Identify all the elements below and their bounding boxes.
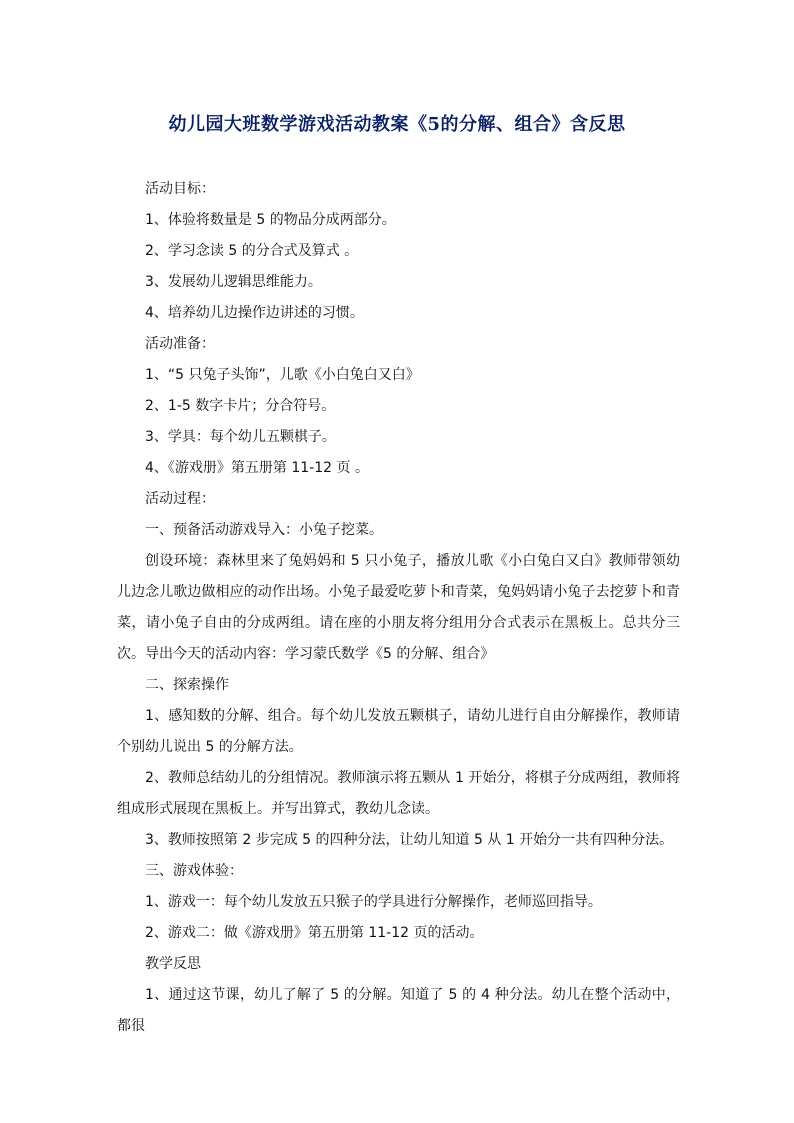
paragraph-goal-2: 2、学习念读 5 的分合式及算式 。 [145, 243, 359, 259]
paragraph-prep-4: 4、《游戏册》第五册第 11-12 页 。 [145, 460, 369, 476]
paragraph-goal-1: 1、体验将数量是 5 的物品分成两部分。 [145, 212, 396, 228]
paragraph-environment: 创设环境：森林里来了兔妈妈和 5 只小兔子，播放儿歌《小白兔白又白》教师带领幼儿边念儿歌边做相应的动作出场。小兔子最爱吃萝卜和青菜，兔妈妈请小兔子去挖萝卜和青菜，请小兔子自由的分成两组。请在座的小朋友将分组用分合式表示在黑板上。总共分三次。导出今天的活动内容：学习蒙氏数学《5 的分解、组合》 [117, 553, 680, 662]
paragraph-process-heading: 活动过程： [145, 491, 215, 507]
paragraph-prep-heading: 活动准备： [145, 336, 215, 352]
paragraph-section-one: 一、预备活动游戏导入：小兔子挖菜。 [145, 522, 383, 538]
paragraph-section-two: 二、探索操作 [145, 677, 229, 693]
document-title: 幼儿园大班数学游戏活动教案《5的分解、组合》含反思 [168, 114, 626, 135]
paragraph-game-2: 2、游戏二：做《游戏册》第五册第 11-12 页的活动。 [145, 925, 484, 941]
paragraph-section-three: 三、游戏体验： [145, 863, 243, 879]
paragraph-prep-2: 2、1-5 数字卡片；分合符号。 [145, 398, 336, 414]
paragraph-explore-3: 3、教师按照第 2 步完成 5 的四种分法，让幼儿知道 5 从 1 开始分一共有四种分法。 [145, 832, 674, 848]
paragraph-goals-heading: 活动目标： [145, 181, 215, 197]
paragraph-game-1: 1、游戏一：每个幼儿发放五只猴子的学具进行分解操作，老师巡回指导。 [145, 894, 602, 910]
paragraph-prep-1: 1、“5 只兔子头饰”，儿歌《小白兔白又白》 [145, 367, 420, 383]
paragraph-goal-3: 3、发展幼儿逻辑思维能力。 [145, 274, 322, 290]
paragraph-explore-1: 1、感知数的分解、组合。每个幼儿发放五颗棋子，请幼儿进行自由分解操作，教师请个别幼儿说出 5 的分解方法。 [117, 708, 680, 755]
paragraph-prep-3: 3、学具：每个幼儿五颗棋子。 [145, 429, 336, 445]
paragraph-reflection-1: 1、通过这节课，幼儿了解了 5 的分解。知道了 5 的 4 种分法。幼儿在整个活动中，都很 [117, 987, 680, 1034]
paragraph-reflection-heading: 教学反思 [145, 956, 201, 972]
paragraph-goal-4: 4、培养幼儿边操作边讲述的习惯。 [145, 305, 364, 321]
document-body [117, 174, 680, 1042]
paragraph-explore-2: 2、教师总结幼儿的分组情况。教师演示将五颗从 1 开始分，将棋子分成两组，教师将组成形式展现在黑板上。并写出算式，教幼儿念读。 [117, 770, 680, 817]
